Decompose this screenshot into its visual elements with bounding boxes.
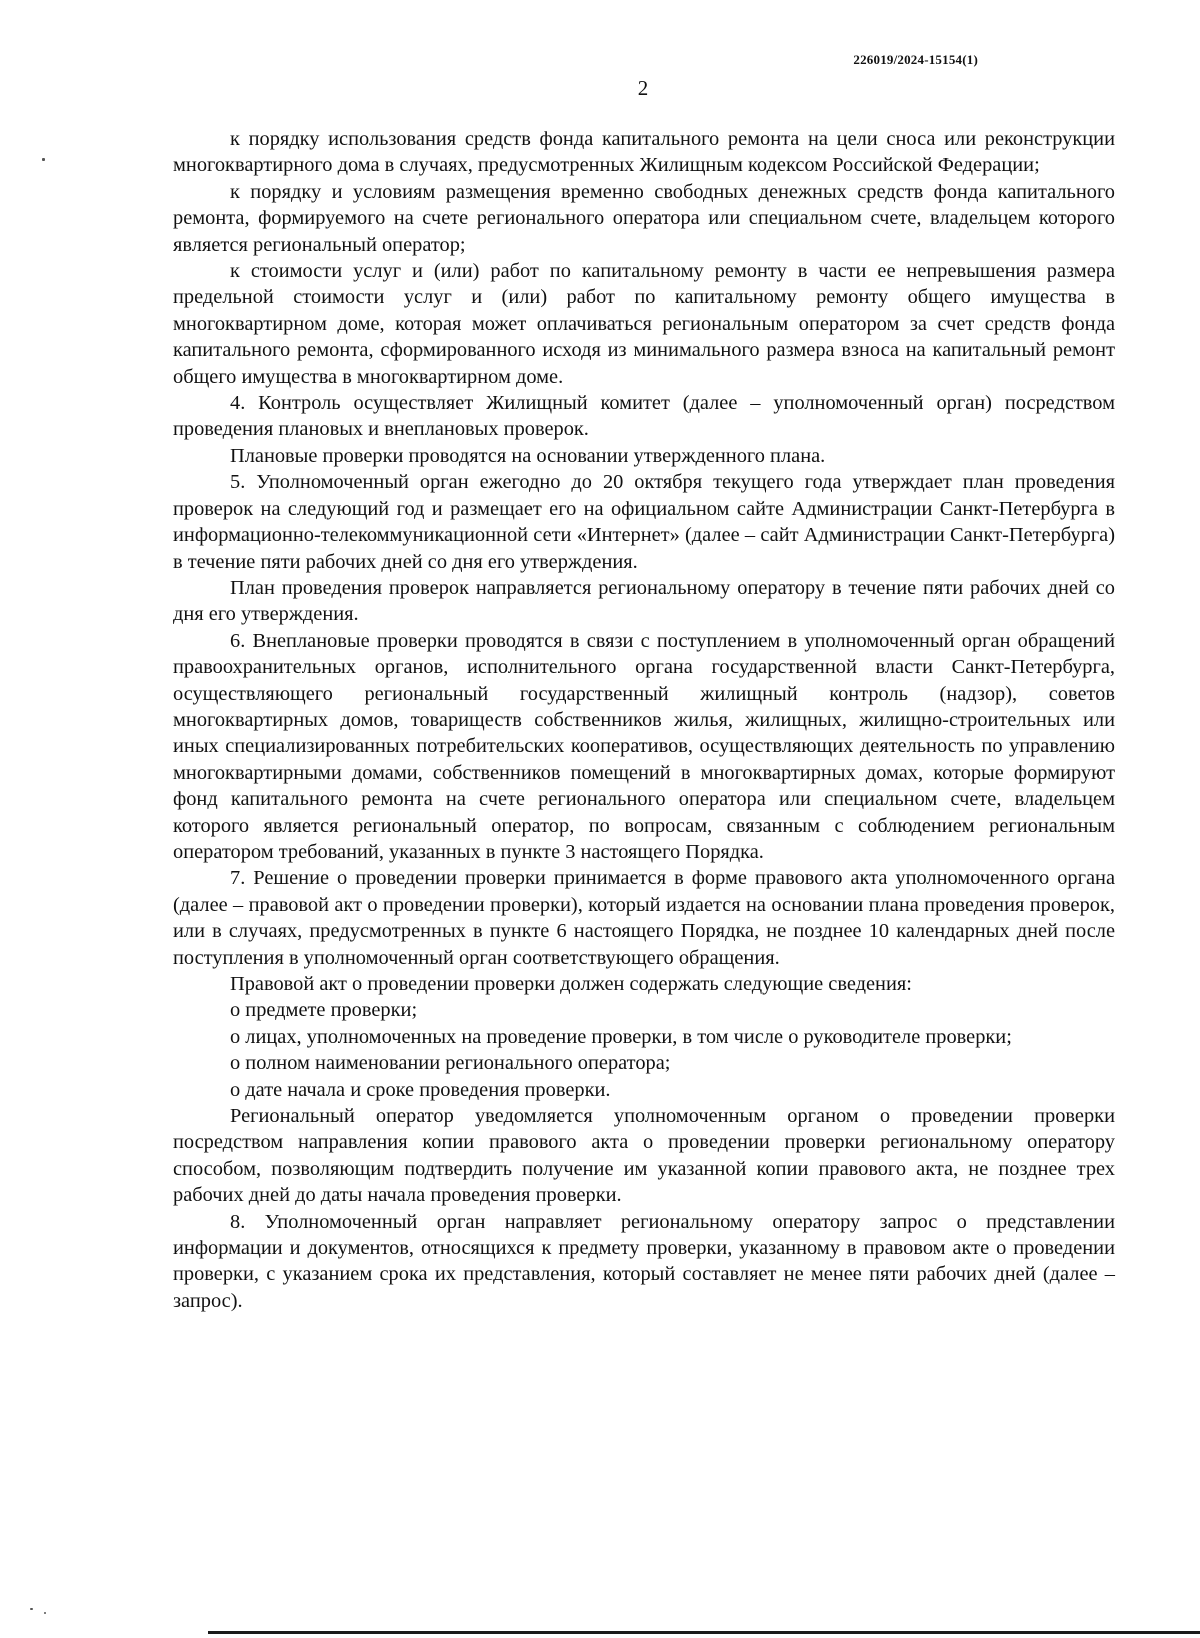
paragraph-authorized-persons: о лицах, уполномоченных на проведение проверки, в том числе о руководителе проверки; (230, 1025, 1012, 1048)
paragraph-6-unscheduled-inspections: 6. Внеплановые проверки проводятся в связи с поступлением в уполномоченный орган обращений правоохранительных органов, исполнительного органа государственной власти Санкт-Петербурга, осуществляющего региональный государственный жилищный контроль (надзор), советов многоквартирных домов, товариществ собственников жилья, жилищных, жилищно-строительных или иных специализированных потребительских кооперативов, осуществляющих деятельность по управлению многоквартирными домами, собственников помещений в многоквартирных домах, которые формируют фонд капитального ремонта на счете регионального оператора или специальном счете, владельцем которого является региональный оператор, по вопросам, связанным с соблюдением региональным оператором требований, указанных в пункте 3 настоящего Порядка. (173, 629, 1115, 863)
paragraph-7-inspection-decision: 7. Решение о проведении проверки принимается в форме правового акта уполномоченного органа (далее – правовой акт о проведении проверки), который издается на основании плана проведения проверок, или в случаях, предусмотренных в пункте 6 настоящего Порядка, не позднее 10 календарных дней после поступления в уполномоченный орган соответствующего обращения. (173, 867, 1115, 969)
paragraph-legal-act-contents: Правовой акт о проведении проверки должен содержать следующие сведения: (230, 973, 912, 995)
paragraph-cost-of-services: к стоимости услуг и (или) работ по капитальному ремонту в части ее непревышения размера предельной стоимости услуг и (или) работ по капитальному ремонту общего имущества в многоквартирном доме, которая может оплачиваться региональным оператором за счет средств фонда капитального ремонта, сформированного исходя из минимального размера взноса на капитальный ремонт общего имущества в многоквартирном доме. (173, 260, 1115, 388)
scan-speck (42, 158, 45, 161)
paragraph-free-funds-placement: к порядку и условиям размещения временно свободных денежных средств фонда капитального ремонта, формируемого на счете регионального оператора или специальном счете, владельцем которого является региональный оператор; (173, 180, 1115, 256)
paragraph-capital-repair-demolition: к порядку использования средств фонда капитального ремонта на цели сноса или реконструкции многоквартирного дома в случаях, предусмотренных Жилищным кодексом Российской Федерации; (173, 128, 1115, 177)
document-body (173, 126, 1115, 1314)
paragraph-operator-notification: Региональный оператор уведомляется уполномоченным органом о проведении проверки посредством направления копии правового акта о проведении проверки региональному оператору способом, позволяющим подтвердить получение им указанной копии правового акта, не позднее трех рабочих дней до даты начала проведения проверки. (173, 1105, 1115, 1207)
paragraph-plan-sent-to-operator: План проведения проверок направляется региональному оператору в течение пяти рабочих дней со дня его утверждения. (173, 576, 1115, 626)
paragraph-4-control: 4. Контроль осуществляет Жилищный комитет (далее – уполномоченный орган) посредством проведения плановых и внеплановых проверок. (173, 392, 1115, 441)
paragraph-subject-of-inspection: о предмете проверки; (230, 999, 418, 1022)
paragraph-8-information-request: 8. Уполномоченный орган направляет региональному оператору запрос о представлении информации и документов, относящихся к предмету проверки, указанному в правовом акте о проведении проверки, с указанием срока их представления, который составляет не менее пяти рабочих дней (далее – запрос). (173, 1210, 1115, 1312)
paragraph-planned-inspections: Плановые проверки проводятся на основании утвержденного плана. (230, 444, 826, 467)
paragraph-start-date-and-term: о дате начала и сроке проведения проверки. (230, 1078, 611, 1101)
document-registration-number: 226019/2024-15154(1) (853, 52, 978, 67)
scan-speck (30, 1608, 33, 1610)
page-number: 2 (637, 76, 649, 100)
paragraph-operator-full-name: о полном наименовании регионального оператора; (230, 1052, 671, 1075)
scan-speck (44, 1612, 46, 1614)
paragraph-5-inspection-plan: 5. Уполномоченный орган ежегодно до 20 октября текущего года утверждает план проведения проверок на следующий год и размещает его на официальном сайте Администрации Санкт-Петербурга в информационно-телекоммуникационной сети «Интернет» (далее – сайт Администрации Санкт-Петербурга) в течение пяти рабочих дней со дня его утверждения. (173, 471, 1115, 573)
scan-bottom-edge (208, 1631, 1200, 1634)
